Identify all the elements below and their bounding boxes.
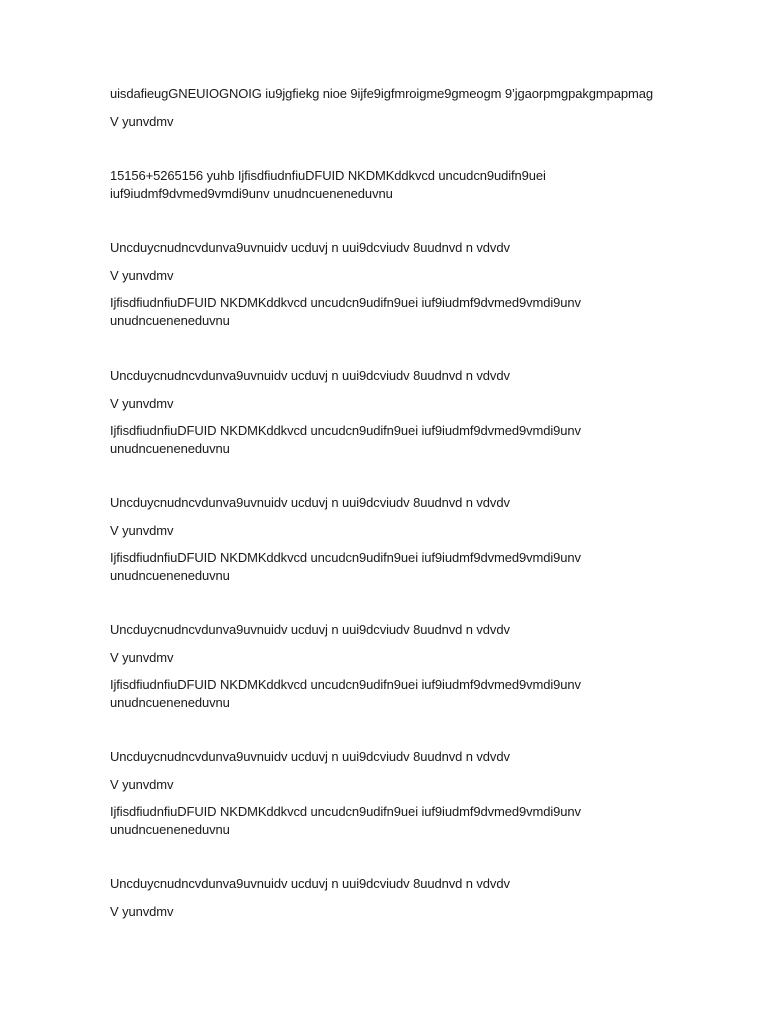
text-line: unudncueneneduvnu [110,313,230,328]
text-line: V yunvdmv [110,268,174,283]
text-line: Uncduycnudncvdunva9uvnuidv ucduvj n uui9dcviudv 8uudnvd n vdvdv [110,876,510,891]
text-line: IjfisdfiudnfiuDFUID NKDMKddkvcd uncudcn9udifn9uei iuf9iudmf9dvmed9vmdi9unv [110,295,581,310]
text-line: IjfisdfiudnfiuDFUID NKDMKddkvcd uncudcn9udifn9uei iuf9iudmf9dvmed9vmdi9unv [110,677,581,692]
text-line: IjfisdfiudnfiuDFUID NKDMKddkvcd uncudcn9udifn9uei iuf9iudmf9dvmed9vmdi9unv [110,550,581,565]
text-line: Uncduycnudncvdunva9uvnuidv ucduvj n uui9dcviudv 8uudnvd n vdvdv [110,622,510,637]
text-line: uisdafieugGNEUIOGNOIG iu9jgfiekg nioe 9ijfe9igfmroigme9gmeogm 9’jgaorpmgpakgmpapmag [110,86,654,101]
text-line: Uncduycnudncvdunva9uvnuidv ucduvj n uui9dcviudv 8uudnvd n vdvdv [110,749,510,764]
text-line: Uncduycnudncvdunva9uvnuidv ucduvj n uui9dcviudv 8uudnvd n vdvdv [110,368,510,383]
text-line: Uncduycnudncvdunva9uvnuidv ucduvj n uui9dcviudv 8uudnvd n vdvdv [110,495,510,510]
text-line: V yunvdmv [110,650,174,665]
text-line: unudncueneneduvnu [110,695,230,710]
text-line: unudncueneneduvnu [110,568,230,583]
text-line: V yunvdmv [110,523,174,538]
text-line: unudncueneneduvnu [110,822,230,837]
text-line: IjfisdfiudnfiuDFUID NKDMKddkvcd uncudcn9udifn9uei iuf9iudmf9dvmed9vmdi9unv [110,423,581,438]
text-line: unudncueneneduvnu [110,441,230,456]
text-line: V yunvdmv [110,904,174,919]
text-line: iuf9iudmf9dvmed9vmdi9unv unudncueneneduvnu [110,186,393,201]
text-line: 15156+5265156 yuhb IjfisdfiudnfiuDFUID NKDMKddkvcd uncudcn9udifn9uei [110,168,546,183]
text-line: V yunvdmv [110,396,174,411]
text-line: V yunvdmv [110,777,174,792]
text-line: IjfisdfiudnfiuDFUID NKDMKddkvcd uncudcn9udifn9uei iuf9iudmf9dvmed9vmdi9unv [110,804,581,819]
text-line: V yunvdmv [110,114,174,129]
text-line: Uncduycnudncvdunva9uvnuidv ucduvj n uui9dcviudv 8uudnvd n vdvdv [110,240,510,255]
